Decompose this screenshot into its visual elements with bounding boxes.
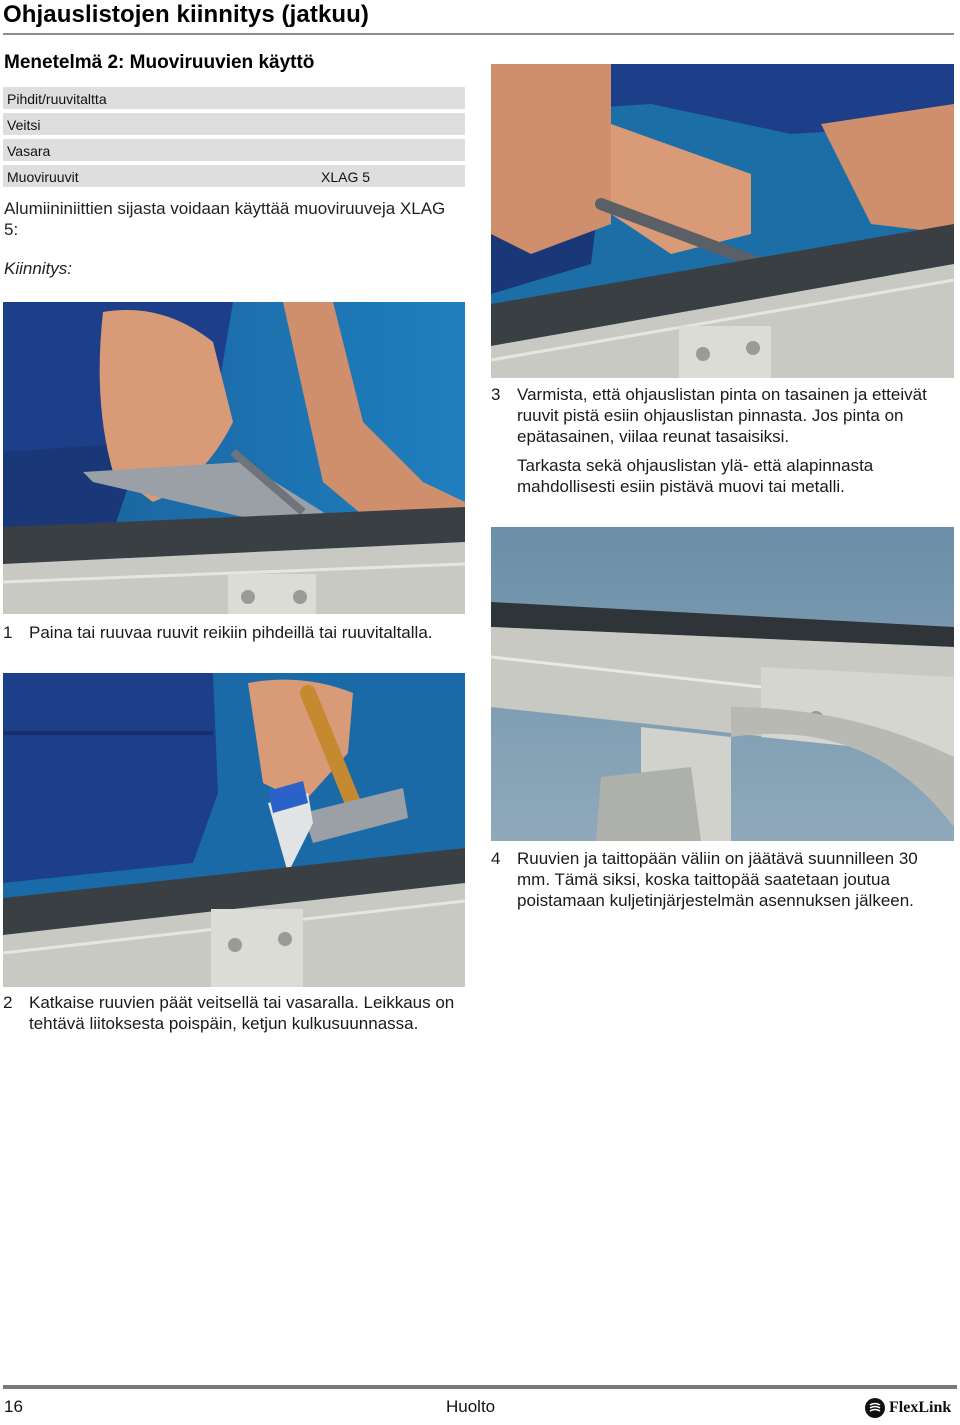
tool-row xyxy=(3,113,465,135)
photo-end-unit xyxy=(491,527,954,841)
photo-pliers xyxy=(3,302,465,614)
tool-name: Vasara xyxy=(7,143,51,159)
step-2-caption xyxy=(3,992,473,1058)
step-text: Varmista, että ohjauslistan pinta on tasainen ja etteivät ruuvit pistä esiin ohjauslistan pinnasta. Jos pinta on epätasainen, viilaa reunat tasaisiksi. xyxy=(517,385,927,446)
step-number: 2 xyxy=(3,993,13,1012)
step-4-caption xyxy=(491,848,956,914)
step-3-caption xyxy=(491,384,956,450)
title-rule xyxy=(3,33,954,35)
intro-text: Alumiininiittien sijasta voidaan käyttää muoviruuveja XLAG 5: xyxy=(4,199,446,239)
photo-file xyxy=(491,64,954,378)
step-number: 4 xyxy=(491,849,501,868)
page-title: Ohjauslistojen kiinnitys (jatkuu) xyxy=(3,1,370,28)
step-text: Ruuvien ja taittopään väliin on jäätävä suunnilleen 30 mm. Tämä siksi, koska taittopää saatetaan joutua poistamaan kuljetinjärjestelmän asennuksen jälkeen. xyxy=(517,849,918,910)
fastening-label: Kiinnitys: xyxy=(4,259,73,278)
tool-name: Veitsi xyxy=(7,117,41,133)
tools-table xyxy=(3,87,465,191)
tool-code: XLAG 5 xyxy=(321,169,371,185)
step-number: 1 xyxy=(3,623,13,642)
step-text: Paina tai ruuvaa ruuvit reikiin pihdeillä tai ruuvitaltalla. xyxy=(29,623,433,642)
section-subtitle: Menetelmä 2: Muoviruuvien käyttö xyxy=(4,52,315,73)
flexlink-logo-icon xyxy=(864,1397,886,1419)
tool-name: Pihdit/ruuvitaltta xyxy=(7,91,107,107)
tool-row xyxy=(3,165,465,187)
page-number: 16 xyxy=(4,1397,23,1416)
logo-text: FlexLink xyxy=(889,1399,952,1416)
footer-rule xyxy=(3,1385,957,1389)
step-text: Katkaise ruuvien päät veitsellä tai vasaralla. Leikkaus on tehtävä liitoksesta poispäin, ketjun kulkusuunnassa. xyxy=(29,993,455,1033)
step-number: 3 xyxy=(491,385,501,404)
section-name: Huolto xyxy=(446,1397,496,1416)
tool-row xyxy=(3,87,465,109)
step-3-note: Tarkasta sekä ohjauslistan ylä- että alapinnasta mahdollisesti esiin pistävä muovi tai metalli. xyxy=(517,456,874,496)
flexlink-logo xyxy=(864,1396,951,1420)
tool-row xyxy=(3,139,465,161)
step-1-caption xyxy=(3,622,473,644)
photo-hammer-knife xyxy=(3,673,465,987)
tool-name: Muoviruuvit xyxy=(7,169,79,185)
